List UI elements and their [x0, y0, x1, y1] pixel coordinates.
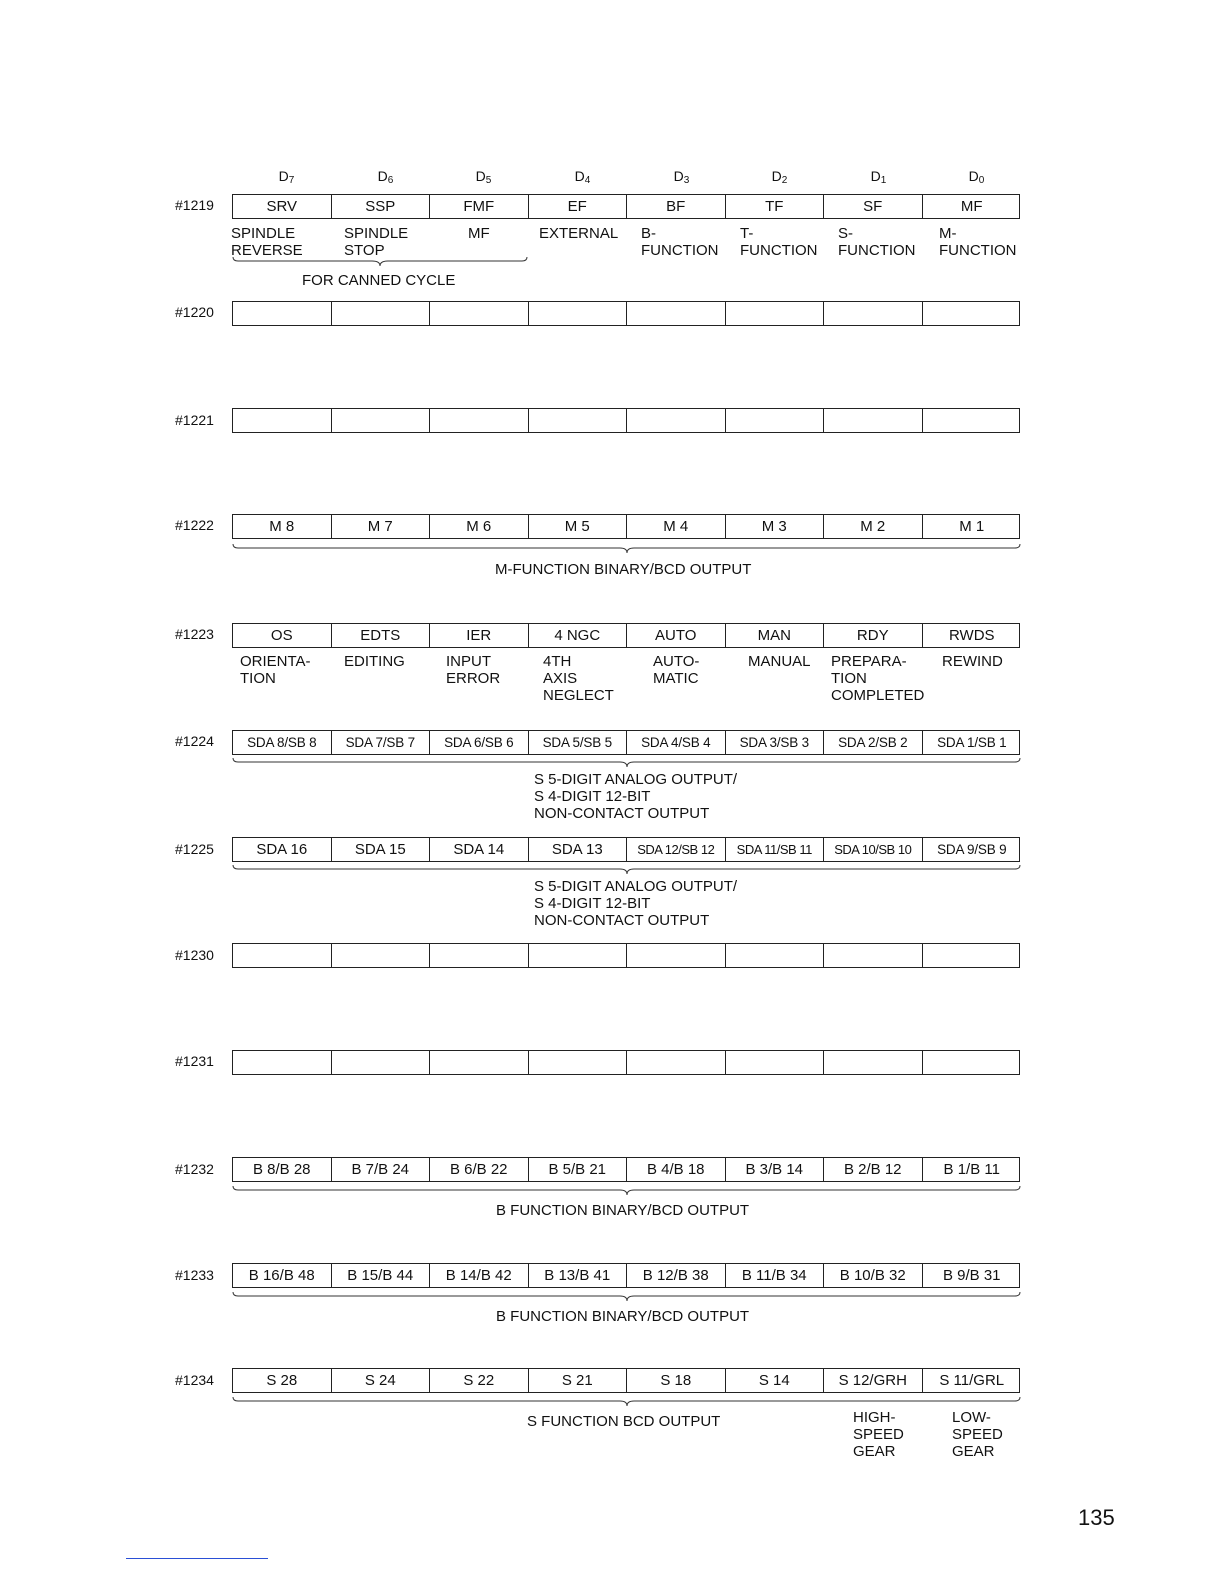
bit-row: [232, 1368, 1020, 1393]
bit-cell: [824, 1051, 923, 1074]
bit-description: MANUAL: [748, 653, 811, 670]
bit-cell: SDA 16: [233, 838, 332, 861]
brace: [232, 1185, 1022, 1197]
bit-cell: SDA 11/SB 11: [726, 838, 825, 861]
bit-cell: S 18: [627, 1369, 726, 1392]
bit-cell: [430, 409, 529, 432]
bit-description: T- FUNCTION: [740, 225, 818, 259]
register-label: #1224: [175, 733, 214, 749]
bit-cell: [627, 302, 726, 325]
bit-header-d5: $D_5$: [475, 168, 492, 186]
bit-cell: TF: [726, 195, 825, 218]
bit-cell: M 7: [332, 515, 431, 538]
bit-cell: SDA 4/SB 4: [627, 731, 726, 754]
bit-cell: S 11/GRL: [939, 1372, 1005, 1389]
bit-header-d6: $D_6$: [377, 168, 394, 186]
bit-cell: [332, 409, 431, 432]
bit-cell: B 9/B 31: [942, 1267, 1001, 1284]
bit-row: [232, 837, 1020, 862]
bit-description: M- FUNCTION: [939, 225, 1017, 259]
bit-cell: RDY: [824, 624, 923, 647]
bit-description: SPINDLE REVERSE: [231, 225, 303, 259]
bit-row: [232, 730, 1020, 755]
bit-row: [232, 623, 1020, 648]
bit-cell: IER: [430, 624, 529, 647]
bit-cell: [726, 302, 825, 325]
bit-cell: B 3/B 14: [726, 1158, 825, 1181]
bit-cell: B 1/B 11: [943, 1161, 1000, 1178]
bit-cell: B 4/B 18: [627, 1158, 726, 1181]
bit-cell: [923, 944, 1022, 967]
bit-header-d2: $D_2$: [771, 168, 788, 186]
bit-cell: SDA 2/SB 2: [824, 731, 923, 754]
bit-cell: [529, 409, 628, 432]
register-label: #1223: [175, 626, 214, 642]
brace-caption: B FUNCTION BINARY/BCD OUTPUT: [496, 1308, 750, 1325]
bit-description: EXTERNAL: [539, 225, 619, 242]
bit-cell: [824, 409, 923, 432]
bit-cell: [923, 1051, 1022, 1074]
register-label: #1234: [175, 1372, 214, 1388]
bit-cell: [233, 302, 332, 325]
bit-cell: S 21: [529, 1369, 628, 1392]
register-label: #1231: [175, 1053, 214, 1069]
bit-row: [232, 408, 1020, 433]
bit-cell: FMF: [430, 195, 529, 218]
brace-caption: S 5-DIGIT ANALOG OUTPUT/ S 4-DIGIT 12-BIT NON-CONTACT OUTPUT: [534, 878, 738, 929]
bit-description: B- FUNCTION: [641, 225, 719, 259]
bit-cell: B 8/B 28: [233, 1158, 332, 1181]
bit-cell: OS: [233, 624, 332, 647]
bit-cell: [529, 302, 628, 325]
bit-cell: SDA 1/SB 1: [937, 735, 1007, 750]
register-label: #1230: [175, 947, 214, 963]
brace: [232, 1396, 1022, 1408]
brace: [232, 1291, 1022, 1303]
bit-cell: SDA 10/SB 10: [824, 838, 923, 861]
bit-cell: M 2: [824, 515, 923, 538]
bit-row: [232, 1157, 1020, 1182]
bit-cell: BF: [627, 195, 726, 218]
bit-cell: S 28: [233, 1369, 332, 1392]
bit-cell: EF: [529, 195, 628, 218]
bit-cell: [529, 944, 628, 967]
bit-cell: [726, 409, 825, 432]
bit-header-d7: $D_7$: [278, 168, 295, 186]
bit-cell: [824, 944, 923, 967]
bit-row: [232, 1050, 1020, 1075]
brace-caption: S FUNCTION BCD OUTPUT: [527, 1413, 721, 1430]
bit-cell: [923, 409, 1022, 432]
bit-cell: EDTS: [332, 624, 431, 647]
bit-cell: [923, 302, 1022, 325]
bit-cell: [627, 1051, 726, 1074]
register-label: #1221: [175, 412, 214, 428]
brace: [232, 757, 1022, 769]
bit-header-d4: $D_4$: [574, 168, 591, 186]
footer-rule: [126, 1558, 268, 1559]
bit-cell: SDA 15: [332, 838, 431, 861]
bit-cell: MF: [960, 198, 983, 215]
bit-cell: [430, 944, 529, 967]
bit-description: EDITING: [344, 653, 405, 670]
bit-cell: [233, 944, 332, 967]
brace: [232, 864, 1022, 876]
bit-description: INPUT ERROR: [446, 653, 501, 687]
bit-cell: [233, 409, 332, 432]
bit-header-d1: $D_1$: [870, 168, 887, 186]
bit-description: PREPARA- TION COMPLETED: [831, 653, 925, 704]
bit-header-d3: $D_3$: [673, 168, 690, 186]
register-label: #1220: [175, 304, 214, 320]
bit-cell: B 5/B 21: [529, 1158, 628, 1181]
bit-cell: M 4: [627, 515, 726, 538]
register-label: #1225: [175, 841, 214, 857]
bit-cell: M 3: [726, 515, 825, 538]
bit-cell: B 16/B 48: [233, 1264, 332, 1287]
bit-description: ORIENTA- TION: [240, 653, 311, 687]
bit-cell: [726, 944, 825, 967]
register-label: #1232: [175, 1161, 214, 1177]
bit-cell: [726, 1051, 825, 1074]
bit-cell: SDA 14: [430, 838, 529, 861]
bit-cell: B 13/B 41: [529, 1264, 628, 1287]
bit-cell: [332, 1051, 431, 1074]
bit-cell: [627, 944, 726, 967]
bit-cell: SDA 3/SB 3: [726, 731, 825, 754]
bit-row: [232, 1263, 1020, 1288]
bit-cell: [332, 302, 431, 325]
bit-cell: M 6: [430, 515, 529, 538]
bit-cell: B 12/B 38: [627, 1264, 726, 1287]
bit-cell: SF: [824, 195, 923, 218]
page-number: 135: [1078, 1505, 1115, 1530]
bit-cell: [332, 944, 431, 967]
bit-cell: AUTO: [627, 624, 726, 647]
brace: [232, 256, 528, 268]
bit-cell: B 2/B 12: [824, 1158, 923, 1181]
bit-cell: SDA 6/SB 6: [430, 731, 529, 754]
bit-cell: SDA 9/SB 9: [937, 842, 1007, 857]
brace-caption: S 5-DIGIT ANALOG OUTPUT/ S 4-DIGIT 12-BIT NON-CONTACT OUTPUT: [534, 771, 738, 822]
bit-cell: [627, 409, 726, 432]
register-label: #1233: [175, 1267, 214, 1283]
brace: [232, 543, 1022, 555]
bit-cell: MAN: [726, 624, 825, 647]
bit-description: 4TH AXIS NEGLECT: [543, 653, 614, 704]
bit-cell: S 12/GRH: [824, 1369, 923, 1392]
bit-cell: SDA 8/SB 8: [233, 731, 332, 754]
bit-description: REWIND: [942, 653, 1003, 670]
bit-row: [232, 514, 1020, 539]
brace-caption: M-FUNCTION BINARY/BCD OUTPUT: [495, 561, 752, 578]
bit-description: AUTO- MATIC: [653, 653, 700, 687]
bit-cell: M 5: [529, 515, 628, 538]
bit-cell: RWDS: [948, 627, 995, 644]
bit-cell: S 24: [332, 1369, 431, 1392]
bit-cell: [529, 1051, 628, 1074]
bit-row: [232, 943, 1020, 968]
bit-cell: SDA 12/SB 12: [627, 838, 726, 861]
bit-cell: SDA 7/SB 7: [332, 731, 431, 754]
register-label: #1219: [175, 197, 214, 213]
bit-description: SPINDLE STOP: [344, 225, 409, 259]
bit-header-d0: $D_0$: [968, 168, 985, 186]
bit-description: MF: [468, 225, 490, 242]
bit-cell: M 8: [233, 515, 332, 538]
bit-cell: S 14: [726, 1369, 825, 1392]
bit-description: HIGH- SPEED GEAR: [853, 1409, 904, 1460]
bit-cell: [430, 1051, 529, 1074]
bit-cell: B 6/B 22: [430, 1158, 529, 1181]
bit-cell: B 14/B 42: [430, 1264, 529, 1287]
bit-cell: [824, 302, 923, 325]
bit-row: [232, 301, 1020, 326]
bit-cell: [430, 302, 529, 325]
bit-description: S- FUNCTION: [838, 225, 916, 259]
bit-row: [232, 194, 1020, 219]
brace-caption: FOR CANNED CYCLE: [302, 272, 456, 289]
bit-cell: SDA 13: [529, 838, 628, 861]
bit-cell: SDA 5/SB 5: [529, 731, 628, 754]
bit-cell: [233, 1051, 332, 1074]
bit-cell: B 10/B 32: [824, 1264, 923, 1287]
bit-cell: 4 NGC: [529, 624, 628, 647]
bit-description: LOW- SPEED GEAR: [952, 1409, 1003, 1460]
bit-cell: B 7/B 24: [332, 1158, 431, 1181]
bit-cell: B 11/B 34: [726, 1264, 825, 1287]
register-label: #1222: [175, 517, 214, 533]
bit-cell: S 22: [430, 1369, 529, 1392]
brace-caption: B FUNCTION BINARY/BCD OUTPUT: [496, 1202, 750, 1219]
bit-cell: SRV: [233, 195, 332, 218]
bit-cell: SSP: [332, 195, 431, 218]
bit-cell: B 15/B 44: [332, 1264, 431, 1287]
bit-cell: M 1: [959, 518, 985, 535]
